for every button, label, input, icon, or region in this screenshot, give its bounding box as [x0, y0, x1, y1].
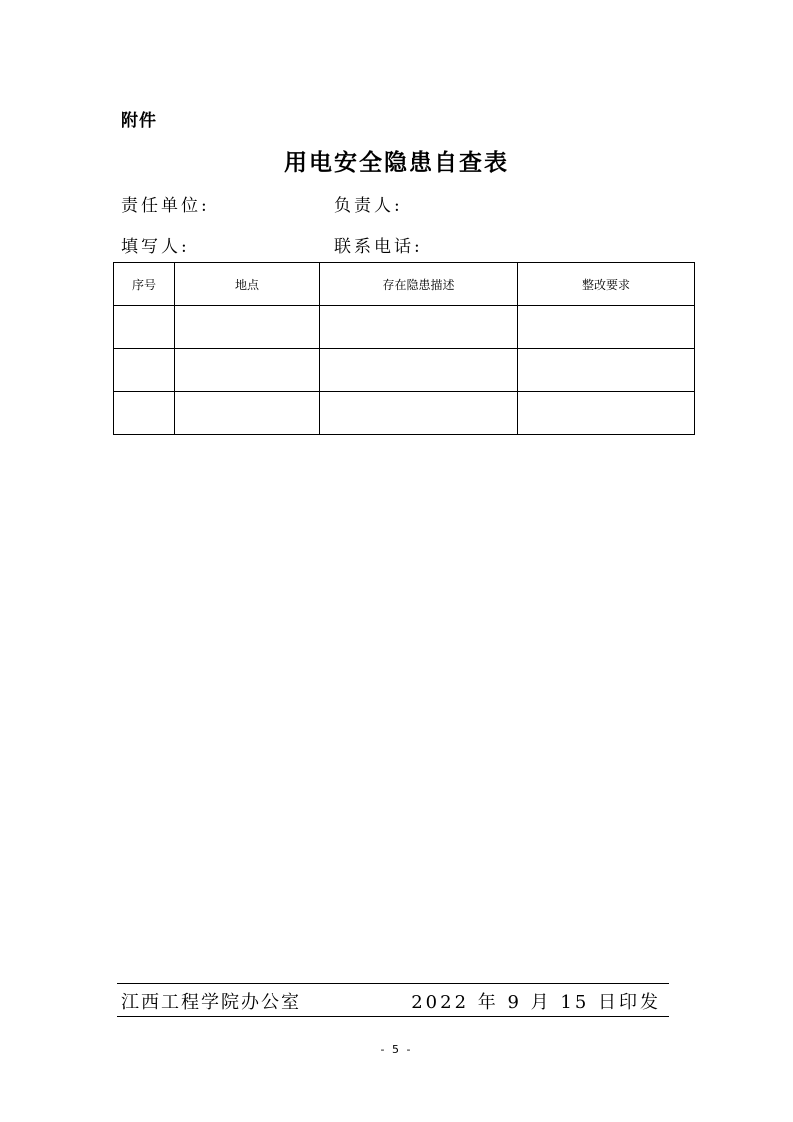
attachment-label: 附件 [121, 111, 157, 131]
page-number: - 5 - [380, 1043, 413, 1056]
responsible-person-label: 负责人: [334, 196, 403, 216]
footer-issue-date: 2022 年 9 月 15 日印发 [411, 992, 661, 1013]
footer-bottom-rule [117, 1016, 669, 1017]
inspection-table [113, 262, 695, 435]
header-rectification-requirement: 整改要求 [518, 263, 695, 306]
table-cell[interactable] [175, 306, 320, 349]
table-cell[interactable] [320, 349, 518, 392]
table-row [114, 349, 695, 392]
table-row [114, 306, 695, 349]
footer-top-rule [117, 983, 669, 984]
table-cell[interactable] [114, 392, 175, 435]
header-location: 地点 [175, 263, 320, 306]
header-serial-number: 序号 [114, 263, 175, 306]
table-cell[interactable] [175, 392, 320, 435]
filler-label: 填写人: [121, 237, 190, 257]
table-cell[interactable] [320, 306, 518, 349]
contact-phone-label: 联系电话: [334, 237, 423, 257]
document-title: 用电安全隐患自查表 [284, 150, 509, 176]
table-row [114, 392, 695, 435]
table-header-row [114, 263, 695, 306]
table-cell[interactable] [114, 306, 175, 349]
table-cell[interactable] [114, 349, 175, 392]
header-hazard-description: 存在隐患描述 [320, 263, 518, 306]
table-cell[interactable] [518, 349, 695, 392]
responsible-unit-label: 责任单位: [121, 196, 210, 216]
table-cell[interactable] [518, 392, 695, 435]
table-cell[interactable] [175, 349, 320, 392]
footer-issuing-office: 江西工程学院办公室 [121, 992, 301, 1013]
table-cell[interactable] [320, 392, 518, 435]
table-cell[interactable] [518, 306, 695, 349]
